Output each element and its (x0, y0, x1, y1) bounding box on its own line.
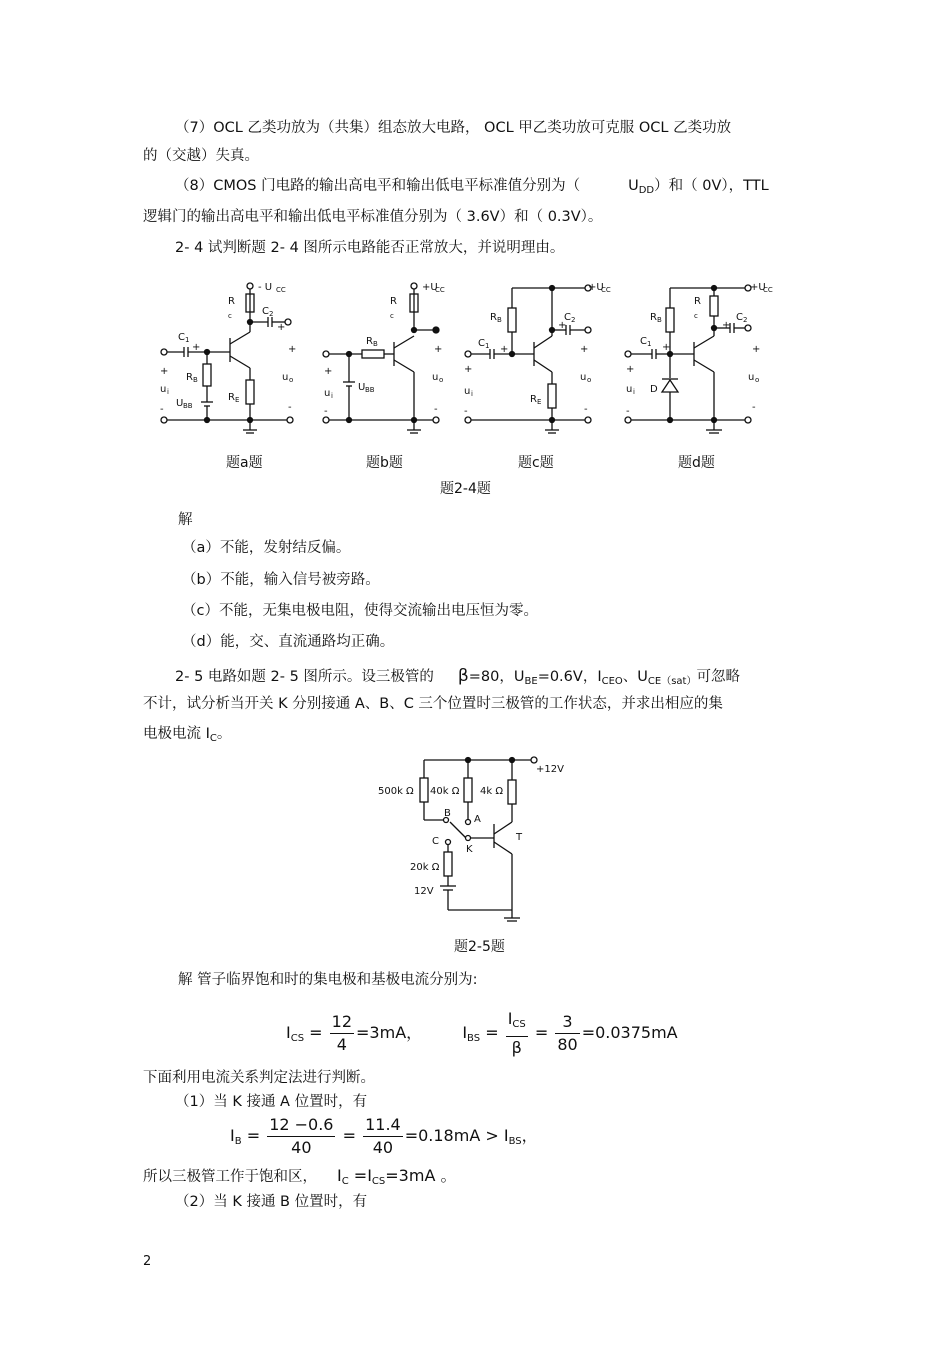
label-b-ubb: U (358, 382, 366, 393)
solution-a: （a）不能，发射结反偏。 (182, 540, 351, 556)
solution2-line: 解 管子临界饱和时的集电极和基极电流分别为: (178, 972, 478, 988)
label-b-rc: R (390, 296, 397, 307)
label-c-cc: CC (601, 286, 611, 294)
label-b-cc: CC (435, 286, 445, 294)
label-c-in-minus: - (464, 406, 468, 417)
label-c-rb: R (490, 312, 497, 323)
label-a-c2-sub: 2 (269, 310, 274, 318)
label-a-ubb: U (176, 398, 184, 409)
label-c-uo: u (580, 372, 587, 383)
label-d-c1-plus: + (662, 342, 671, 353)
label-t: T (516, 832, 523, 843)
judge-line: 下面利用电流关系判定法进行判断。 (143, 1070, 375, 1086)
label-12v-top: +12V (536, 764, 564, 775)
label-d-ucc: +U (750, 282, 766, 293)
label-d-diode: D (650, 384, 658, 395)
label-d-ui: u (626, 384, 633, 395)
label-c-out-plus: + (580, 344, 589, 355)
label-a-ui: u (160, 384, 167, 395)
label-c-c2-sub: 2 (571, 316, 576, 324)
figure-caption-b: 题b题 (366, 455, 403, 471)
label-d-ui-sub: i (633, 388, 635, 396)
figure-2-4-circuits (150, 272, 790, 472)
label-a-c1-sub: 1 (185, 336, 190, 344)
case1-line: （1）当 K 接通 A 位置时，有 (175, 1094, 368, 1110)
q7-line1: （7）OCL 乙类功放为（共集）组态放大电路， OCL 甲乙类功放可克服 OCL 乙类功放 (175, 120, 732, 136)
figure-caption-d: 题d题 (678, 455, 715, 471)
label-a-out-minus: - (288, 402, 292, 413)
label-c-uo-sub: o (587, 376, 592, 384)
q8-line2: 逻辑门的输出高电平和输出低电平标准值分别为（ 3.6V）和（ 0.3V）。 (143, 209, 603, 225)
circuit-d (625, 285, 751, 433)
label-a-in-plus: + (160, 366, 169, 377)
solution-d: （d）能，交、直流通路均正确。 (182, 634, 395, 650)
problem-2-4-title: 2- 4 试判断题 2- 4 图所示电路能否正常放大，并说明理由。 (175, 240, 565, 256)
label-d-cc: CC (763, 286, 773, 294)
problem-2-5-line2: 不计，试分析当开关 K 分别接通 A、B、C 三个位置时三极管的工作状态，并求出相应的集 (143, 696, 723, 712)
label-a-c1: C (178, 332, 185, 343)
label-d-rb: R (650, 312, 657, 323)
label-d-c2: C (736, 312, 743, 323)
figure-caption-a: 题a题 (226, 455, 263, 471)
label-d-rb-sub: B (657, 316, 662, 324)
label-a-rc-sub: c (228, 312, 232, 320)
label-500k: 500k Ω (378, 786, 414, 797)
saturation-line: 所以三极管工作于饱和区， $I_C =I_{CS}=3mA$ 。 (143, 1166, 457, 1187)
label-c-re-sub: E (537, 398, 542, 406)
label-a-re: R (228, 392, 235, 403)
label-c-c1-sub: 1 (485, 342, 490, 350)
label-12v: 12V (414, 886, 434, 897)
label-b-rb-sub: B (373, 340, 378, 348)
label-b-ucc: +U (422, 282, 438, 293)
label-a: A (474, 814, 481, 825)
label-b-ui-sub: i (331, 392, 333, 400)
label-c-c1-plus: + (500, 344, 509, 355)
label-d-out-minus: - (752, 402, 756, 413)
label-a-re-sub: E (235, 396, 240, 404)
label-c-ui-sub: i (471, 390, 473, 398)
label-a-c1-plus: + (192, 342, 201, 353)
label-40k: 40k Ω (430, 786, 460, 797)
label-d-uo-sub: o (755, 376, 760, 384)
label-b-ui: u (324, 388, 331, 399)
label-c-re: R (530, 394, 537, 405)
label-a-ui-sub: i (167, 388, 169, 396)
label-c: C (432, 836, 439, 847)
equation-ics-ibs: $I_{CS}$ = $\frac{12}{4}$ =3mA， $I_{BS}$ = $\frac{I_{CS}}{\beta}$ = $\frac{3}{80}$ =0.0375mA (286, 1009, 678, 1057)
circuit-b (323, 283, 439, 433)
label-c-c1: C (478, 338, 485, 349)
label-a-rc: R (228, 296, 235, 307)
label-k: K (466, 844, 473, 855)
figure-2-4-caption: 题2-4题 (440, 481, 491, 497)
label-a-uo: u (282, 372, 289, 383)
label-b-in-plus: + (324, 366, 333, 377)
label-a-ubb-sub: BB (183, 402, 193, 410)
label-c-in-plus: + (464, 364, 473, 375)
label-b-out-plus: + (434, 344, 443, 355)
label-d-in-plus: + (626, 364, 635, 375)
label-d-c2-sub: 2 (743, 316, 748, 324)
label-d-out-plus: + (752, 344, 761, 355)
label-20k: 20k Ω (410, 862, 440, 873)
label-c-rb-sub: B (497, 316, 502, 324)
label-c-ucc: +U (588, 282, 604, 293)
label-4k: 4k Ω (480, 786, 503, 797)
label-c-c2: C (564, 312, 571, 323)
label-d-c2-plus: + (722, 320, 731, 331)
case2-line: （2）当 K 接通 B 位置时，有 (175, 1194, 368, 1210)
circuit-c (465, 285, 591, 433)
label-a-c2-plus: + (277, 322, 286, 333)
label-b-rb: R (366, 336, 373, 347)
label-b: B (444, 808, 451, 819)
label-d-uo: u (748, 372, 755, 383)
label-a-cc: CC (276, 286, 286, 294)
problem-2-5-line1: 2- 5 电路如题 2- 5 图所示。设三极管的 β=80，$U_{BE}=0.6V$，$I_{CEO}$、$U_{CE(sat)}$可忽略 (175, 666, 740, 687)
q8-line1: （8）CMOS 门电路的输出高电平和输出低电平标准值分别为（ $U_{DD}$）和（ 0V），TTL (175, 178, 769, 196)
label-b-rc-sub: c (390, 312, 394, 320)
label-d-rc-sub: c (694, 312, 698, 320)
figure-caption-c: 题c题 (518, 455, 554, 471)
label-c-c2-plus: + (558, 320, 567, 331)
label-d-c1-sub: 1 (647, 340, 652, 348)
label-c-out-minus: - (584, 404, 588, 415)
label-a-in-minus: - (160, 404, 164, 415)
label-d-in-minus: - (626, 406, 630, 417)
label-d-c1: C (640, 336, 647, 347)
problem-2-5-line3: 电极电流 $I_C$。 (143, 726, 232, 744)
label-a-ucc: - U (258, 282, 273, 293)
label-a-c2: C (262, 306, 269, 317)
q7-line2: 的（交越）失真。 (143, 148, 259, 164)
label-a-rb: R (186, 372, 193, 383)
figure-2-5-caption: 题2-5题 (454, 939, 505, 955)
figure-2-5-circuit (370, 752, 580, 927)
label-b-out-minus: - (434, 404, 438, 415)
label-a-out-plus: + (288, 344, 297, 355)
label-d-rc: R (694, 296, 701, 307)
solution-b: （b）不能，输入信号被旁路。 (182, 572, 380, 588)
label-b-in-minus: - (324, 406, 328, 417)
circuit-a (161, 283, 293, 433)
label-b-ubb-sub: BB (365, 386, 375, 394)
solution-c: （c）不能，无集电极电阻，使得交流输出电压恒为零。 (182, 603, 538, 619)
page-number: 2 (143, 1254, 152, 1269)
equation-ib: $I_B$ = $\frac{12 -0.6}{40}$ = $\frac{11.4}{40}$ $=0.18mA > I_{BS}$， (230, 1115, 538, 1157)
label-b-uo-sub: o (439, 376, 444, 384)
label-c-ui: u (464, 386, 471, 397)
label-a-rb-sub: B (193, 376, 198, 384)
label-b-uo: u (432, 372, 439, 383)
solution-heading: 解 (178, 512, 193, 528)
label-a-uo-sub: o (289, 376, 294, 384)
